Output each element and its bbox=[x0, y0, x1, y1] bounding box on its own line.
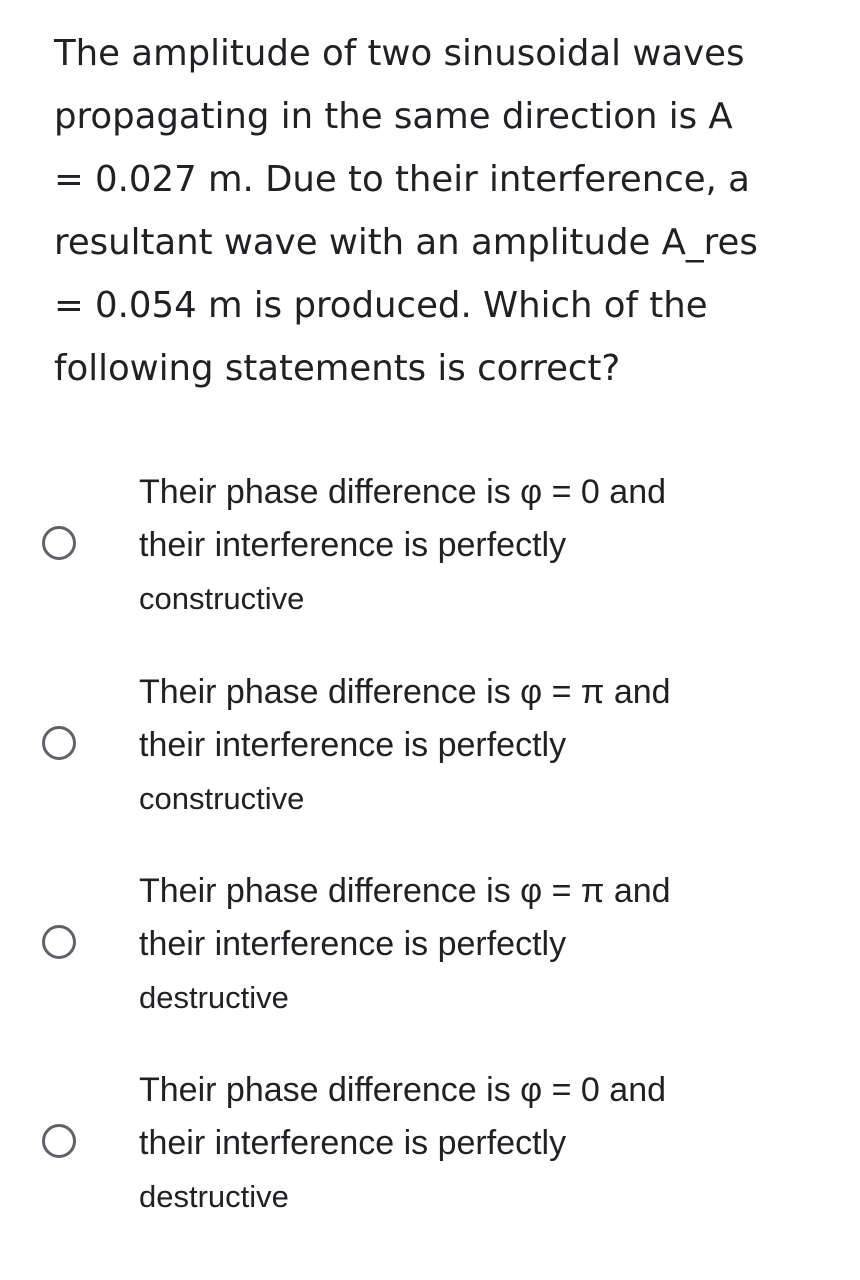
option-line: constructive bbox=[139, 781, 305, 816]
option-line: Their phase difference is φ = 0 and bbox=[139, 1071, 667, 1109]
option-line: Their phase difference is φ = π and bbox=[139, 872, 671, 910]
option-line: Their phase difference is φ = 0 and bbox=[139, 473, 667, 511]
question-line: following statements is correct? bbox=[54, 348, 621, 389]
answer-option-4[interactable] bbox=[42, 1064, 822, 1224]
question-line: = 0.054 m is produced. Which of the bbox=[54, 285, 708, 326]
radio-button-3[interactable] bbox=[42, 925, 76, 959]
answer-option-1[interactable] bbox=[42, 466, 822, 626]
option-line: constructive bbox=[139, 581, 305, 616]
answer-option-label bbox=[139, 865, 819, 1024]
option-line: Their phase difference is φ = π and bbox=[139, 673, 671, 711]
option-line: destructive bbox=[139, 980, 289, 1015]
question-line: resultant wave with an amplitude A_res bbox=[54, 222, 758, 263]
question-line: propagating in the same direction is A bbox=[54, 96, 733, 137]
question-line: = 0.027 m. Due to their interference, a bbox=[54, 159, 750, 200]
answer-option-3[interactable] bbox=[42, 865, 822, 1025]
option-line: their interference is perfectly bbox=[139, 526, 567, 564]
radio-button-2[interactable] bbox=[42, 726, 76, 760]
question-line: The amplitude of two sinusoidal waves bbox=[54, 33, 745, 74]
option-line: their interference is perfectly bbox=[139, 726, 567, 764]
radio-button-1[interactable] bbox=[42, 526, 76, 560]
option-line: destructive bbox=[139, 1179, 289, 1214]
option-line: their interference is perfectly bbox=[139, 1124, 567, 1162]
answer-option-label bbox=[139, 1064, 819, 1223]
option-line: their interference is perfectly bbox=[139, 925, 567, 963]
answer-option-label bbox=[139, 666, 819, 825]
answer-option-label bbox=[139, 466, 819, 625]
radio-button-4[interactable] bbox=[42, 1124, 76, 1158]
answer-option-2[interactable] bbox=[42, 666, 822, 826]
